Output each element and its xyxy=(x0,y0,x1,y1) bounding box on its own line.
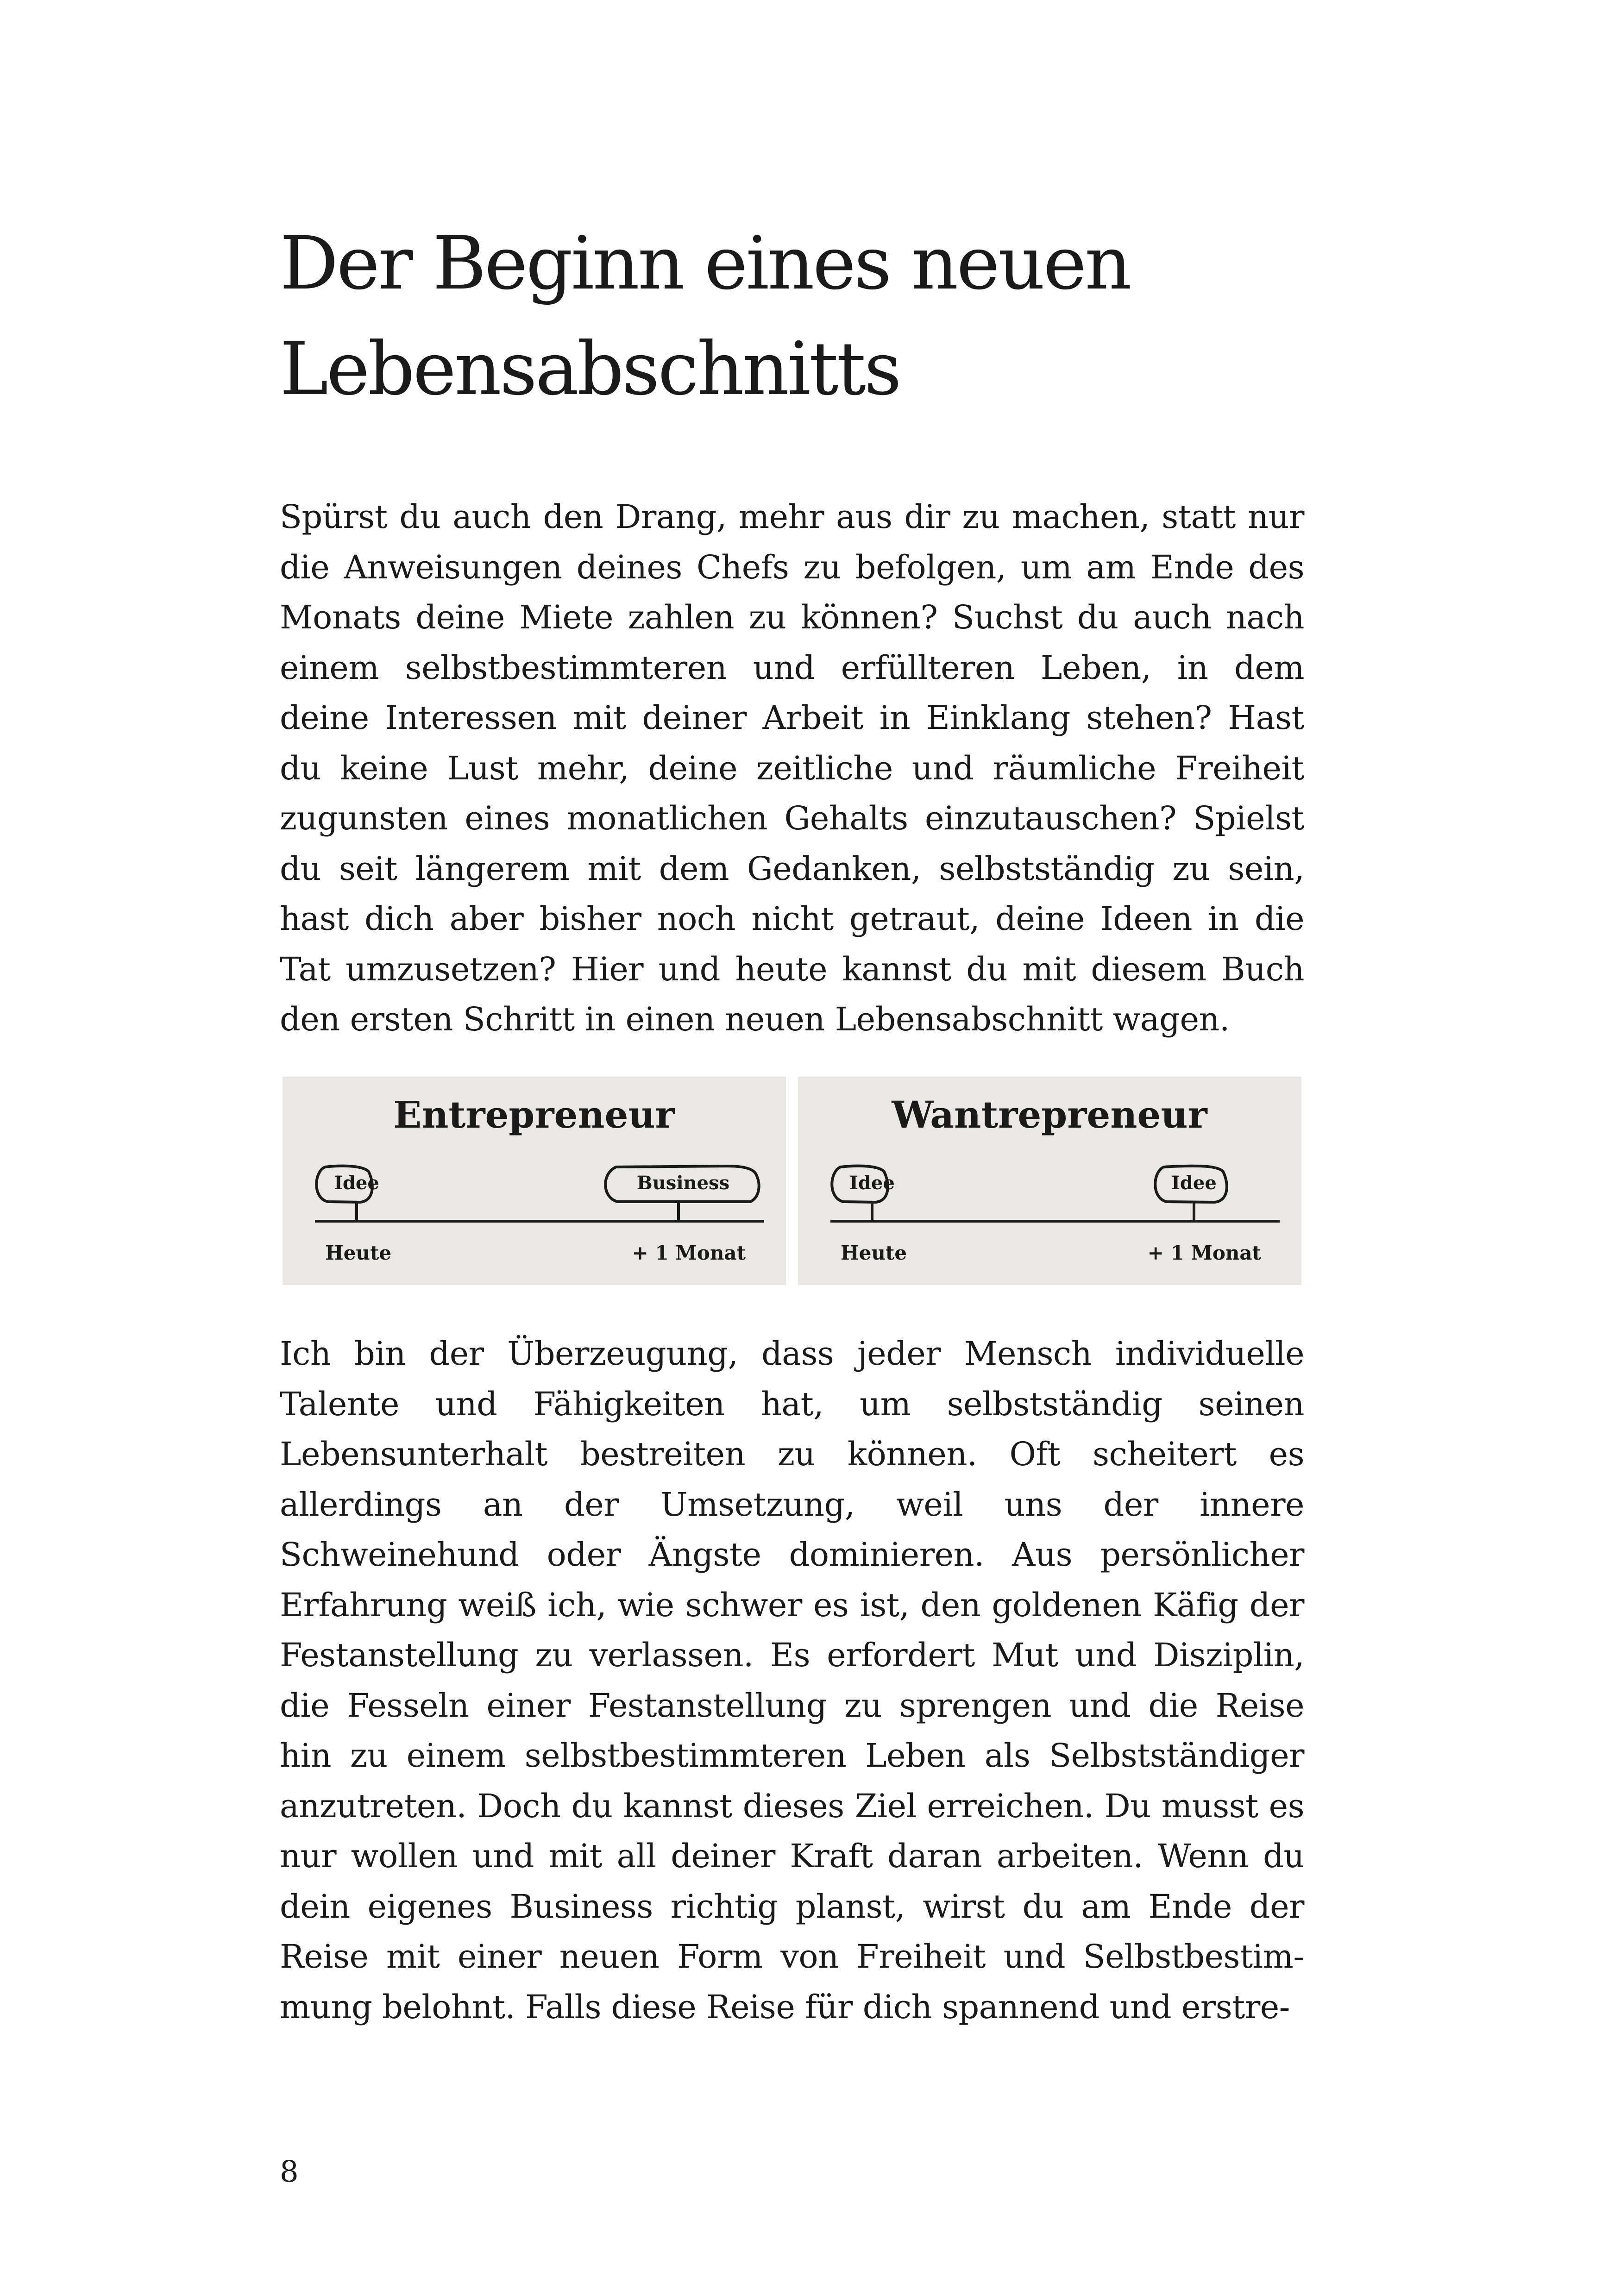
page-title: Der Beginn eines neuen Lebensabschnitts xyxy=(280,221,1130,412)
end-time-label: + 1 Monat xyxy=(1147,1242,1261,1264)
business-bubble xyxy=(605,1166,759,1202)
entrepreneur-comparison-figure xyxy=(283,1077,1301,1285)
wantrepreneur-panel xyxy=(798,1077,1301,1285)
end-time-label: + 1 Monat xyxy=(632,1242,746,1264)
business-bubble-label: Business xyxy=(636,1172,730,1194)
idea-bubble-end xyxy=(1155,1166,1227,1202)
idea-bubble-label: Idee xyxy=(334,1172,379,1194)
start-time-label: Heute xyxy=(841,1242,907,1264)
wantrepreneur-timeline xyxy=(798,1077,1301,1285)
start-time-label: Heute xyxy=(325,1242,392,1264)
body-paragraph-intro: Spürst du auch den Drang, mehr aus dir zu machen, statt nur die Anweisungen deines Chefs zu befolgen, um am Ende des Monats deine Miete zahlen zu können? Suchst du auch nach einem selbstbestimmteren und erfüllteren Leben, in dem deine Interessen mit deiner Arbeit in Einklang stehen? Hast du keine Lust mehr, deine zeitliche und räumliche Freiheit zugunsten eines monatlichen Gehalts einzutauschen? Spielst du seit längerem mit dem Gedanken, selbstständig zu sein, hast dich aber bisher noch nicht getraut, deine Ideen in die Tat umzusetzen? Hier und heute kannst du mit diesem Buch den ersten Schritt in einen neuen Lebensabschnitt wagen. xyxy=(280,498,1304,1038)
entrepreneur-heading: Entrepreneur xyxy=(393,1093,675,1136)
body-paragraph-conviction: Ich bin der Überzeugung, dass jeder Mensch individuelle Talente und Fähigkeiten hat, um selbstständig seinen Lebensunterhalt bestreiten zu können. Oft scheitert es allerdings an der Umsetzung, weil uns der innere Schweinehund oder Ängste dominieren. Aus persönlicher Erfahrung weiß ich, wie schwer es ist, den goldenen Käfig der Festanstellung zu verlassen. Es erfordert Mut und Disziplin, die Fesseln einer Festanstellung zu sprengen und die Reise hin zu einem selbstbestimmteren Leben als Selbstständiger anzutreten. Doch du kannst dieses Ziel erreichen. Du musst es nur wollen und mit all deiner Kraft daran arbeiten. Wenn du dein eigenes Business richtig planst, wirst du am Ende der Reise mit einer neuen Form von Freiheit und Selbstbestimmung belohnt. Falls diese Reise für dich spannend und erstre- xyxy=(280,1335,1304,2026)
idea-bubble-start xyxy=(832,1166,895,1202)
entrepreneur-timeline xyxy=(283,1077,786,1285)
page-number: 8 xyxy=(280,2155,299,2189)
idea-bubble-start-label: Idee xyxy=(849,1172,895,1194)
idea-bubble xyxy=(316,1166,379,1202)
entrepreneur-panel xyxy=(283,1077,786,1285)
wantrepreneur-heading: Wantrepreneur xyxy=(892,1093,1207,1136)
idea-bubble-end-label: Idee xyxy=(1171,1172,1217,1194)
